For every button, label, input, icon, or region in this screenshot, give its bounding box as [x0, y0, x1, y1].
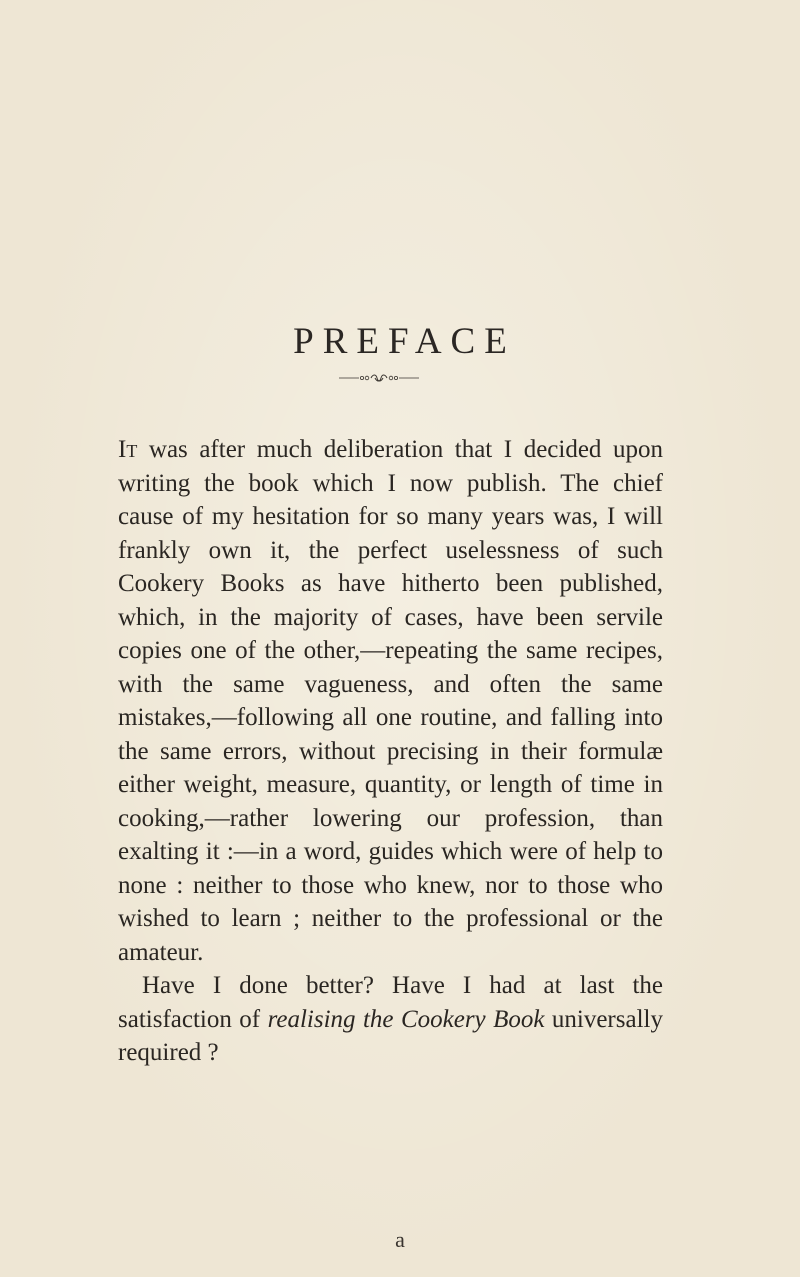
preface-paragraph-2 [118, 969, 663, 1070]
decorative-rule-ornament-icon [339, 373, 419, 383]
paragraph-2-start: Have I done better? Have I had at last the satisfaction of [118, 972, 663, 1033]
paragraph-2-italic: realising the Cookery Book [267, 1005, 545, 1033]
paragraph-1-text: was after much deliberation that I decided upon writing the book which I now publish. The chief cause of my hesitation for so many years was, I will frankly own it, the perfect uselessness of such Cookery Books as have hitherto been published, which, in the majority of cases, have been servile copies one of the other,—repeating the same recipes, with the same vagueness, and often the same mistakes,—following all one routine, and falling into the same errors, without precising in their formulæ either weight, measure, quantity, or length of time in cooking,—rather lowering our profession, than exalting it :—in a word, guides which were of help to none : neither to those who knew, nor to those who wished to learn ; neither to the professional or the amateur. [118, 436, 663, 966]
page-title: PREFACE [293, 321, 516, 362]
paragraph-lead-word: It [118, 436, 138, 463]
paragraph-2-end: universally required ? [118, 1005, 663, 1066]
preface-paragraph-1 [118, 433, 663, 969]
signature-mark: a [395, 1227, 405, 1252]
preface-body [118, 433, 663, 1070]
